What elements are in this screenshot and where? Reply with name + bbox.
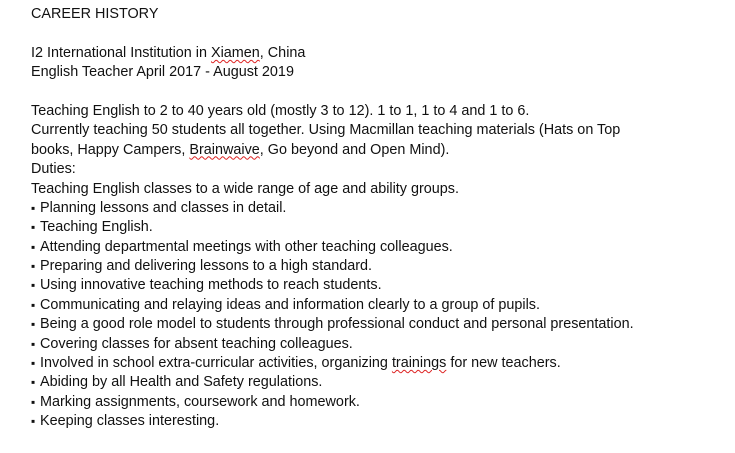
- list-item: [31, 373, 731, 392]
- summary-line-1: Teaching English to 2 to 40 years old (mostly 3 to 12). 1 to 1, 1 to 4 and 1 to 6.: [31, 102, 530, 119]
- bullet-icon: ▪: [31, 356, 36, 371]
- list-item-text: Communicating and relaying ideas and information clearly to a group of pupils.: [40, 296, 540, 313]
- list-item-text: Attending departmental meetings with other teaching colleagues.: [40, 238, 453, 255]
- list-item: [31, 335, 731, 354]
- list-item: [31, 354, 731, 373]
- bullet-icon: ▪: [31, 220, 36, 235]
- list-item-text: Teaching English.: [40, 219, 153, 236]
- section-title: CAREER HISTORY: [31, 6, 159, 22]
- employer-line: [31, 44, 731, 63]
- list-item-text: Keeping classes interesting.: [40, 413, 220, 430]
- bullet-icon: ▪: [31, 317, 36, 332]
- list-item: [31, 276, 731, 295]
- list-item: [31, 238, 731, 257]
- list-item-text: Preparing and delivering lessons to a high standard.: [40, 258, 372, 275]
- list-item-text: Involved in school extra-curricular activities, organizing: [40, 355, 392, 372]
- list-item-text-suffix: for new teachers.: [446, 355, 561, 372]
- role-line: English Teacher April 2017 - August 2019: [31, 64, 294, 81]
- list-item-text: Using innovative teaching methods to reach students.: [40, 277, 382, 294]
- list-item: [31, 393, 731, 412]
- bullet-icon: ▪: [31, 259, 36, 274]
- list-item-text: Marking assignments, coursework and homework.: [40, 393, 360, 410]
- duties-list: [31, 199, 731, 432]
- bullet-icon: ▪: [31, 297, 36, 312]
- summary-line-3: [31, 141, 731, 160]
- list-item-text: Planning lessons and classes in detail.: [40, 199, 287, 216]
- duties-label: Duties:: [31, 161, 76, 178]
- list-item: [31, 218, 731, 237]
- document-body: [31, 5, 731, 432]
- list-item-text: Being a good role model to students through professional conduct and personal presentation.: [40, 316, 634, 333]
- bullet-icon: ▪: [31, 200, 36, 215]
- spacer: [31, 24, 731, 43]
- summary-line-2: Currently teaching 50 students all together. Using Macmillan teaching materials (Hats on Top: [31, 122, 621, 139]
- misspelled-word: trainings: [391, 355, 447, 372]
- bullet-icon: ▪: [31, 414, 36, 429]
- summary-line-3-prefix: books, Happy Campers,: [31, 141, 190, 158]
- employer-prefix: I2 International Institution in: [31, 44, 211, 61]
- bullet-icon: ▪: [31, 278, 36, 293]
- list-item-text: Abiding by all Health and Safety regulations.: [40, 374, 323, 391]
- summary-line-3-suffix: , Go beyond and Open Mind).: [259, 141, 450, 158]
- duties-intro: Teaching English classes to a wide range of age and ability groups.: [31, 180, 459, 197]
- list-item-text: Covering classes for absent teaching colleagues.: [40, 335, 353, 352]
- list-item: [31, 315, 731, 334]
- misspelled-word: Brainwaive: [189, 141, 260, 158]
- bullet-icon: ▪: [31, 375, 36, 390]
- bullet-icon: ▪: [31, 239, 36, 254]
- bullet-icon: ▪: [31, 394, 36, 409]
- employer-city: Xiamen: [211, 44, 260, 61]
- list-item: [31, 412, 731, 431]
- spacer: [31, 83, 731, 102]
- list-item: [31, 296, 731, 315]
- list-item: [31, 199, 731, 218]
- list-item: [31, 257, 731, 276]
- employer-suffix: , China: [259, 44, 306, 61]
- bullet-icon: ▪: [31, 336, 36, 351]
